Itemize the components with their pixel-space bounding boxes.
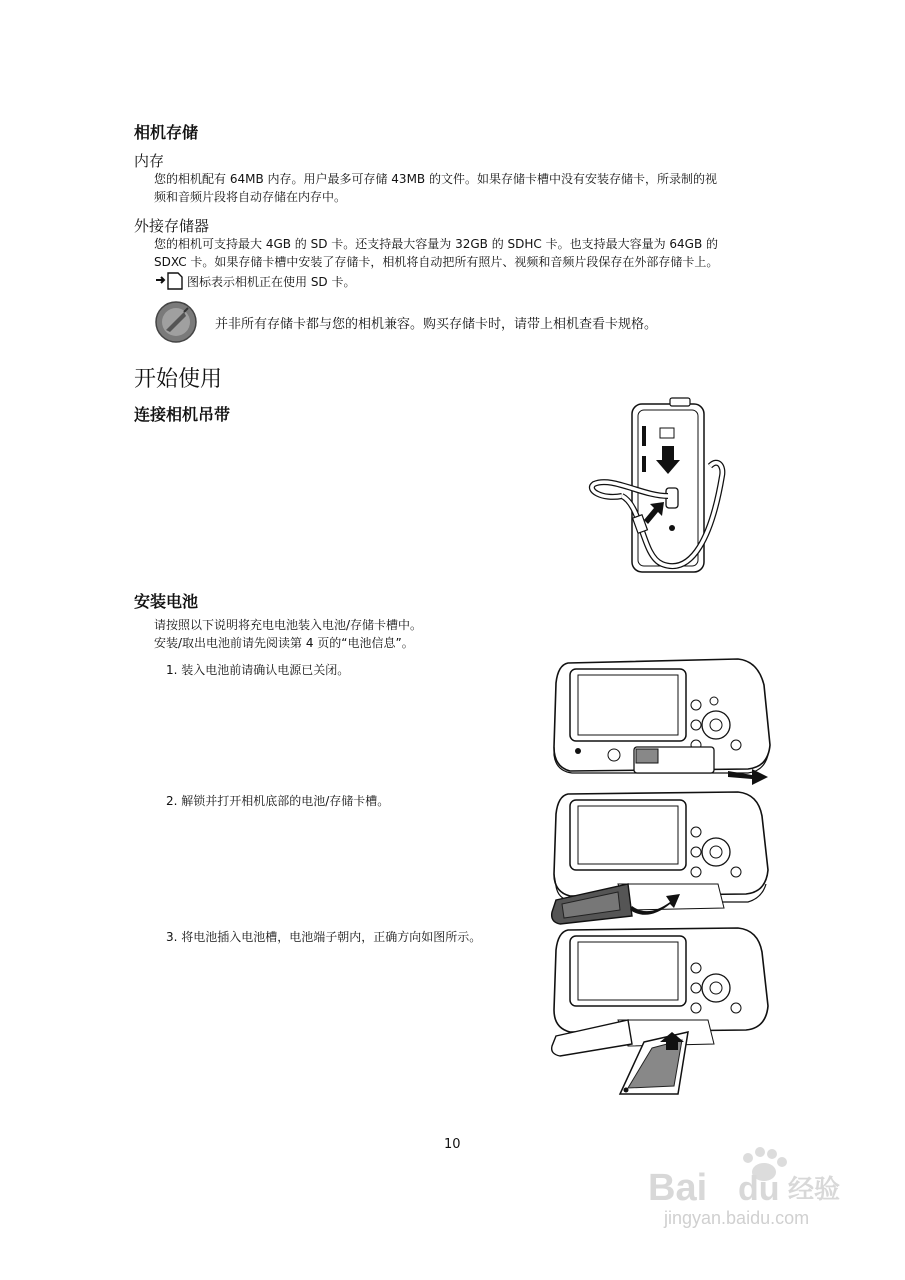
internal-memory-text-2: 频和音频片段将自动存储在内存中。	[154, 190, 347, 204]
section-title-getting-started: 开始使用	[134, 367, 223, 392]
svg-text:Bai: Bai	[648, 1167, 708, 1209]
strap-illustration	[582, 396, 732, 586]
step-3-text: 3. 将电池插入电池槽，电池端子朝内，正确方向如图所示。	[166, 930, 482, 944]
camera-illustration-step2	[548, 788, 774, 928]
strap-heading: 连接相机吊带	[134, 405, 231, 424]
external-memory-text-2: SDXC 卡。如果存储卡槽中安装了存储卡，相机将自动把所有照片、视频和音频片段保存在外部存储卡上。	[154, 255, 719, 269]
external-memory-heading: 外接存储器	[134, 217, 210, 235]
camera-illustration-step1	[548, 655, 774, 790]
svg-text:du: du	[738, 1170, 780, 1208]
section-title-storage: 相机存储	[134, 123, 199, 142]
battery-intro-2: 安装/取出电池前请先阅读第 4 页的“电池信息”。	[154, 636, 414, 650]
compatibility-note: 并非所有存储卡都与您的相机兼容。购买存储卡时，请带上相机查看卡规格。	[215, 317, 658, 332]
sd-card-icon	[154, 271, 184, 291]
baidu-watermark-logo	[648, 1142, 848, 1212]
svg-text:经验: 经验	[788, 1175, 841, 1205]
note-icon	[154, 300, 198, 344]
step-1-text: 1. 装入电池前请确认电源已关闭。	[166, 663, 350, 677]
internal-memory-heading: 内存	[134, 152, 165, 170]
internal-memory-text-1: 您的相机配有 64MB 内存。用户最多可存储 43MB 的文件。如果存储卡槽中没有安装存储卡，所录制的视	[154, 172, 717, 186]
battery-heading: 安装电池	[134, 592, 199, 611]
baidu-watermark-url: jingyan.baidu.com	[664, 1208, 810, 1228]
sd-icon-description: 图标表示相机正在使用 SD 卡。	[187, 275, 356, 289]
step-2-text: 2. 解锁并打开相机底部的电池/存储卡槽。	[166, 794, 390, 808]
external-memory-text-1: 您的相机可支持最大 4GB 的 SD 卡。还支持最大容量为 32GB 的 SDHC 卡。也支持最大容量为 64GB 的	[154, 237, 719, 251]
page-number: 10	[444, 1137, 461, 1152]
camera-illustration-step3	[548, 924, 774, 1104]
battery-intro-1: 请按照以下说明将充电电池装入电池/存储卡槽中。	[154, 618, 423, 632]
